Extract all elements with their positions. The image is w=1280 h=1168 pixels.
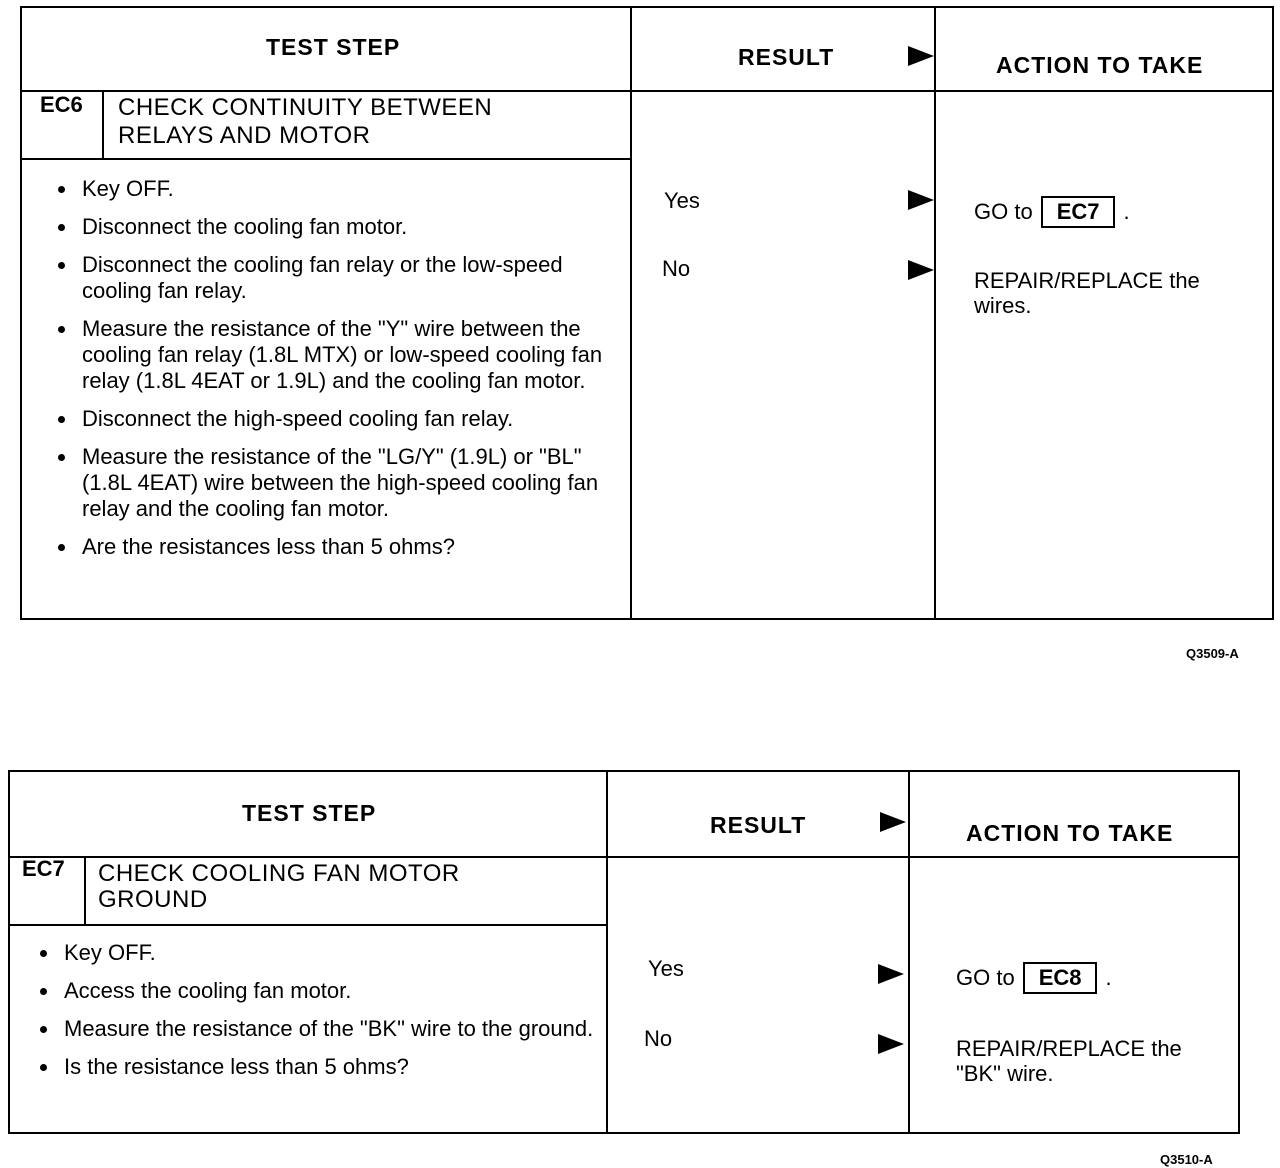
header-test-step: TEST STEP: [266, 34, 401, 60]
step-instructions: [52, 176, 622, 572]
list-item: Measure the resistance of the "BK" wire to the ground.: [34, 1016, 594, 1042]
test-step-table-ec7: [8, 770, 1240, 1134]
header-action: ACTION TO TAKE: [996, 52, 1204, 78]
yes-arrow-icon: [908, 190, 934, 210]
list-item: Measure the resistance of the "Y" wire between the cooling fan relay (1.8L MTX) or low-speed cooling fan relay (1.8L 4EAT or 1.9L) and the cooling fan motor.: [52, 316, 622, 394]
header-divider: [10, 856, 1238, 858]
code-divider: [84, 856, 86, 926]
action-yes: [974, 196, 1130, 228]
list-item: Measure the resistance of the "LG/Y" (1.9L) or "BL" (1.8L 4EAT) wire between the high-speed cooling fan relay and the cooling fan motor.: [52, 444, 622, 522]
list-item: Disconnect the cooling fan relay or the low-speed cooling fan relay.: [52, 252, 622, 304]
column-divider: [934, 8, 936, 618]
step-instructions: [34, 940, 594, 1092]
step-title-line2: GROUND: [98, 886, 208, 913]
title-divider: [22, 158, 630, 160]
test-step-table-ec6: [20, 6, 1274, 620]
result-yes: Yes: [664, 188, 700, 213]
yes-arrow-icon: [878, 964, 904, 984]
header-result: RESULT: [710, 812, 807, 838]
column-divider: [630, 8, 632, 618]
header-action: ACTION TO TAKE: [966, 820, 1174, 846]
list-item: Key OFF.: [52, 176, 622, 202]
result-no: No: [644, 1026, 673, 1051]
result-arrow-icon: [880, 812, 906, 832]
action-no: REPAIR/REPLACE the "BK" wire.: [956, 1036, 1182, 1086]
no-arrow-icon: [878, 1034, 904, 1054]
result-arrow-icon: [908, 46, 934, 66]
goto-step-link[interactable]: EC8: [1023, 962, 1098, 994]
step-title-line1: CHECK CONTINUITY BETWEEN: [118, 94, 493, 121]
result-no: No: [662, 256, 691, 281]
step-code: EC6: [40, 92, 83, 117]
action-yes: [956, 962, 1112, 994]
action-period: .: [1105, 965, 1112, 990]
list-item: Disconnect the cooling fan motor.: [52, 214, 622, 240]
list-item: Are the resistances less than 5 ohms?: [52, 534, 622, 560]
list-item: Is the resistance less than 5 ohms?: [34, 1054, 594, 1080]
action-goto-label: GO to: [956, 965, 1015, 990]
action-period: .: [1123, 199, 1130, 224]
list-item: Access the cooling fan motor.: [34, 978, 594, 1004]
step-title-line2: RELAYS AND MOTOR: [118, 122, 371, 149]
figure-reference: Q3510-A: [1160, 1152, 1213, 1167]
title-divider: [10, 924, 606, 926]
figure-reference: Q3509-A: [1186, 646, 1239, 661]
header-test-step: TEST STEP: [242, 800, 377, 826]
goto-step-link[interactable]: EC7: [1041, 196, 1116, 228]
action-no: REPAIR/REPLACE the wires.: [974, 268, 1200, 318]
list-item: Key OFF.: [34, 940, 594, 966]
step-code: EC7: [22, 856, 65, 881]
action-goto-label: GO to: [974, 199, 1033, 224]
no-arrow-icon: [908, 260, 934, 280]
header-result: RESULT: [738, 44, 835, 70]
column-divider: [606, 772, 608, 1132]
code-divider: [102, 90, 104, 160]
result-yes: Yes: [648, 956, 684, 981]
list-item: Disconnect the high-speed cooling fan relay.: [52, 406, 622, 432]
step-title-line1: CHECK COOLING FAN MOTOR: [98, 860, 460, 887]
header-divider: [22, 90, 1272, 92]
column-divider: [908, 772, 910, 1132]
